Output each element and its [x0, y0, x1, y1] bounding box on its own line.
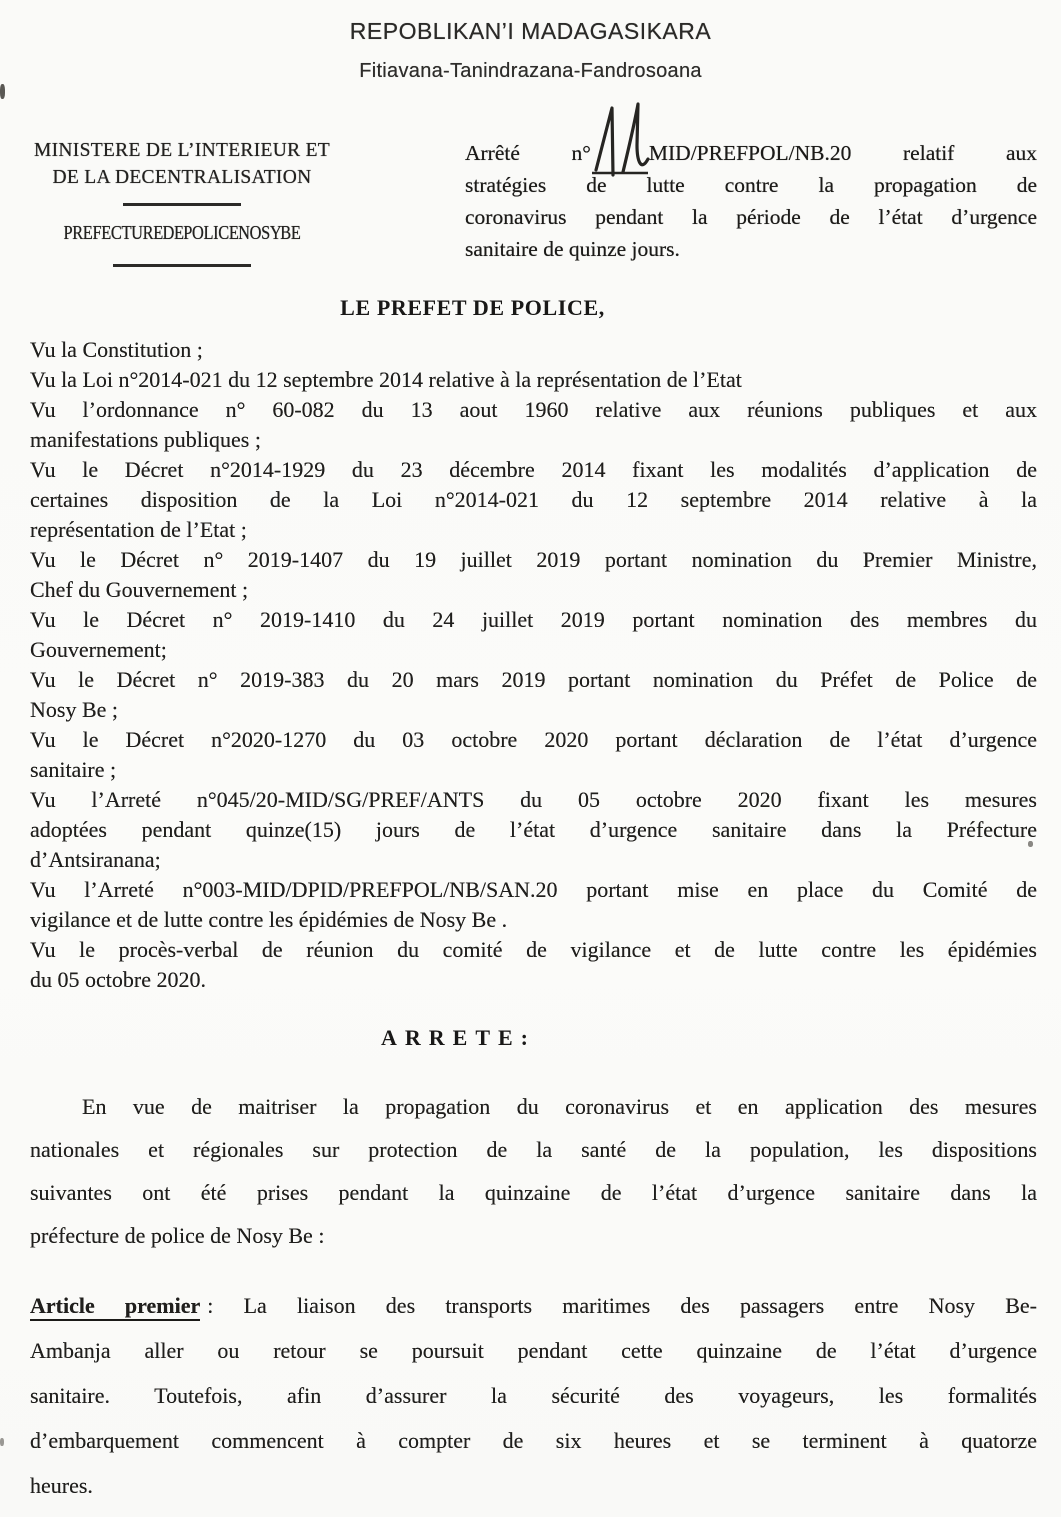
decree-number-prefix: n°	[571, 141, 591, 165]
vu-decret-2019-383-line-2: Nosy Be ;	[30, 696, 118, 722]
vu-ordonnance-line-1: Vu l’ordonnance n° 60-082 du 13 aout 1960 relative aux réunions publiques et aux	[30, 396, 1037, 422]
intro-line-4: préfecture de police de Nosy Be :	[30, 1222, 325, 1248]
article-line-1	[30, 1283, 1037, 1328]
vu-arrete-045-line-2-ghosted: adoptées pendant quinze(15) jours de l’état d’urgence sanitaire dans la Préfecture	[30, 816, 1037, 842]
article-premier-paragraph	[30, 1283, 1037, 1508]
decree-title-block	[465, 137, 1037, 267]
vu-decret-2019-1407-line-1: Vu le Décret n° 2019-1407 du 19 juillet 2019 portant nomination du Premier Ministre,	[30, 546, 1037, 572]
divider-rule	[123, 203, 241, 206]
vu-ordonnance-line-2: manifestations publiques ;	[30, 426, 261, 452]
article-line-4: d’embarquement commencent à compter de six heures et se terminent à quatorze	[30, 1427, 1037, 1453]
vu-arrete-003-line-2: vigilance et de lutte contre les épidémies de Nosy Be .	[30, 906, 508, 932]
decree-word-arrete: Arrêté	[465, 141, 520, 165]
vu-decret-2019-1407-line-2: Chef du Gouvernement ;	[30, 576, 249, 602]
prefet-heading: LE PREFET DE POLICE,	[340, 294, 605, 320]
ministry-line-2: DE LA DECENTRALISATION	[52, 167, 312, 188]
handwritten-decree-number	[591, 143, 649, 169]
divider-rule	[113, 264, 251, 267]
republic-title: REPOBLIKAN’I MADAGASIKARA	[349, 18, 712, 44]
vu-decret-2014-1929-line-1: Vu le Décret n°2014-1929 du 23 décembre 2014 fixant les modalités d’application de	[30, 456, 1037, 482]
vu-arrete-045-line-3: d’Antsiranana;	[30, 846, 161, 872]
article-line-1-text: : La liaison des transports maritimes des passagers entre Nosy Be-	[207, 1292, 1037, 1318]
vu-decret-2020-1270-line-2: sanitaire ;	[30, 756, 117, 782]
prefecture-line: PREFECTURE DE POLICE NOSY BE	[63, 222, 301, 244]
vu-arrete-003-line-1: Vu l’Arreté n°003-MID/DPID/PREFPOL/NB/SAN.20 portant mise en place du Comité de	[30, 876, 1037, 902]
intro-line-2: nationales et régionales sur protection de la santé de la population, les dispositions	[30, 1136, 1037, 1162]
vu-decret-2019-383-line-1: Vu le Décret n° 2019-383 du 20 mars 2019 portant nomination du Préfet de Police de	[30, 666, 1037, 692]
article-line-5: heures.	[30, 1472, 93, 1498]
vu-section	[30, 335, 1037, 995]
intro-line-1: En vue de maitriser la propagation du coronavirus et en application des mesures	[82, 1093, 1037, 1119]
vu-loi-2014-021: Vu la Loi n°2014-021 du 12 septembre 2014 relative à la représentation de l’Etat	[30, 366, 742, 392]
ministry-line-1: MINISTERE DE L’INTERIEUR ET	[33, 140, 331, 161]
article-line-2: Ambanja aller ou retour se poursuit pendant cette quinzaine de l’état d’urgence	[30, 1337, 1037, 1363]
vu-decret-2014-1929-line-3: représentation de l’Etat ;	[30, 516, 247, 542]
decree-number-suffix: MID/PREFPOL/NB.20	[648, 141, 852, 165]
decree-title-line-3: coronavirus pendant la période de l’état d’urgence	[465, 205, 1037, 229]
vu-constitution: Vu la Constitution ;	[30, 336, 203, 362]
intro-paragraph	[30, 1085, 1037, 1257]
scan-artifact	[0, 84, 5, 99]
article-line-3: sanitaire. Toutefois, afin d’assurer la sécurité des voyageurs, les formalités	[30, 1382, 1037, 1408]
scan-artifact	[1028, 841, 1033, 847]
article-premier-label: Article premier	[30, 1293, 200, 1321]
vu-decret-2020-1270-line-1: Vu le Décret n°2020-1270 du 03 octobre 2020 portant déclaration de l’état d’urgence	[30, 726, 1037, 752]
vu-proces-verbal-line-1: Vu le procès-verbal de réunion du comité de vigilance et de lutte contre les épidémies	[30, 936, 1037, 962]
vu-decret-2019-1410-line-1: Vu le Décret n° 2019-1410 du 24 juillet 2019 portant nomination des membres du	[30, 606, 1037, 632]
intro-line-3: suivantes ont été prises pendant la quinzaine de l’état d’urgence sanitaire dans la	[30, 1179, 1037, 1205]
vu-decret-2014-1929-line-2: certaines disposition de la Loi n°2014-021 du 12 septembre 2014 relative à la	[30, 486, 1037, 512]
decree-title-line-1-end: relatif aux	[903, 141, 1038, 165]
ministry-block	[26, 137, 338, 267]
scan-artifact	[0, 1438, 4, 1446]
arrete-heading: ARRETE:	[380, 1024, 536, 1050]
decree-title-line-2: stratégies de lutte contre la propagation de	[465, 173, 1037, 197]
national-motto: Fitiavana-Tanindrazana-Fandrosoana	[359, 60, 702, 82]
letterhead	[0, 137, 1061, 267]
vu-decret-2019-1410-line-2: Gouvernement;	[30, 636, 167, 662]
decree-title-line-4: sanitaire de quinze jours.	[465, 237, 680, 261]
decree-title-line-1	[465, 137, 1037, 169]
vu-arrete-045-line-1: Vu l’Arreté n°045/20-MID/SG/PREF/ANTS du 05 octobre 2020 fixant les mesures	[30, 786, 1037, 812]
vu-proces-verbal-line-2: du 05 octobre 2020.	[30, 966, 206, 992]
